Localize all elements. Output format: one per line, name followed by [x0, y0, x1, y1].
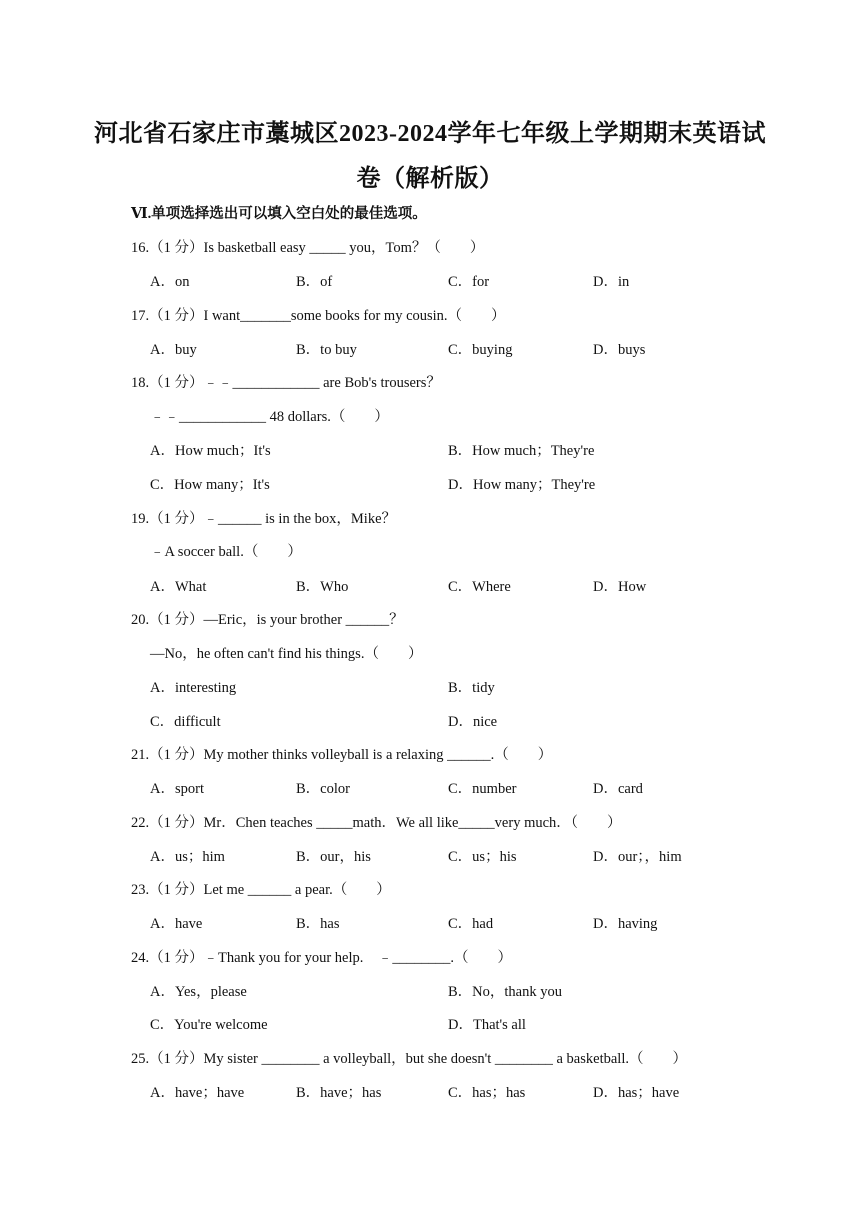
question-17-option-d: D．buys [593, 342, 646, 358]
question-20-option-a: A．interesting [150, 680, 237, 696]
question-19-option-b: B．Who [296, 579, 349, 595]
question-20-sub: —No，he often can't find his things.（ ） [150, 646, 423, 662]
question-23-option-d: D．having [593, 916, 658, 932]
question-23-option-a: A．have [150, 916, 203, 932]
question-20-option-b: B．tidy [448, 680, 495, 696]
question-19-option-d: D．How [593, 579, 647, 595]
question-23-option-c: C．had [448, 916, 494, 932]
question-17-option-c: C．buying [448, 342, 513, 358]
question-25-option-c: C．has；has [448, 1085, 526, 1101]
question-21-option-a: A．sport [150, 781, 204, 797]
section-heading: Ⅵ.单项选择选出可以填入空白处的最佳选项。 [131, 206, 427, 222]
question-24-option-d: D．That's all [448, 1017, 526, 1033]
question-23-stem: 23.（1 分）Let me ______ a pear.（ ） [131, 882, 391, 898]
document-title-line-2: 卷（解析版） [356, 166, 504, 192]
question-18-stem: 18.（1 分）﹣﹣____________ are Bob's trousers？ [131, 375, 441, 391]
question-21-option-d: D．card [593, 781, 643, 797]
question-16-stem: 16.（1 分）Is basketball easy _____ you，Tom？（ ） [131, 240, 485, 256]
question-18-option-b: B．How much；They're [448, 443, 595, 459]
question-22-option-b: B．our，his [296, 849, 371, 865]
question-24-option-a: A．Yes，please [150, 984, 247, 1000]
question-16-option-d: D．in [593, 274, 630, 290]
question-25-option-d: D．has；have [593, 1085, 680, 1101]
question-25-stem: 25.（1 分）My sister ________ a volleyball，but she doesn't ________ a basketball.（ ） [131, 1051, 687, 1067]
question-20-option-d: D．nice [448, 714, 498, 730]
question-20-stem: 20.（1 分）—Eric，is your brother ______？ [131, 612, 404, 628]
question-24-stem: 24.（1 分）﹣Thank you for your help. ﹣________.（ ） [131, 950, 512, 966]
question-21-stem: 21.（1 分）My mother thinks volleyball is a relaxing ______.（ ） [131, 747, 553, 763]
question-18-option-c: C．How many；It's [150, 477, 270, 493]
question-19-stem: 19.（1 分）﹣______ is in the box，Mike？ [131, 511, 397, 527]
question-19-sub: ﹣A soccer ball.（ ） [150, 544, 302, 560]
document-title-line-1: 河北省石家庄市藁城区2023-2024学年七年级上学期期末英语试 [94, 121, 766, 147]
question-24-option-c: C．You're welcome [150, 1017, 268, 1033]
question-17-stem: 17.（1 分）I want_______some books for my cousin.（ ） [131, 308, 506, 324]
question-17-option-b: B．to buy [296, 342, 357, 358]
question-18-option-d: D．How many；They're [448, 477, 596, 493]
question-23-option-b: B．has [296, 916, 340, 932]
question-20-option-c: C．difficult [150, 714, 221, 730]
question-16-option-c: C．for [448, 274, 490, 290]
question-17-option-a: A．buy [150, 342, 197, 358]
question-16-option-b: B．of [296, 274, 333, 290]
question-21-option-b: B．color [296, 781, 350, 797]
question-25-option-b: B．have；has [296, 1085, 382, 1101]
question-22-option-a: A．us；him [150, 849, 225, 865]
question-22-stem: 22.（1 分）Mr．Chen teaches _____math．We all like_____very much．（ ） [131, 815, 622, 831]
question-22-option-d: D．our；，him [593, 849, 682, 865]
question-22-option-c: C．us；his [448, 849, 517, 865]
question-24-option-b: B．No，thank you [448, 984, 562, 1000]
question-19-option-a: A．What [150, 579, 207, 595]
question-21-option-c: C．number [448, 781, 517, 797]
question-18-option-a: A．How much；It's [150, 443, 271, 459]
question-18-sub: ﹣﹣____________ 48 dollars.（ ） [150, 409, 389, 425]
question-16-option-a: A．on [150, 274, 190, 290]
question-25-option-a: A．have；have [150, 1085, 245, 1101]
question-19-option-c: C．Where [448, 579, 511, 595]
